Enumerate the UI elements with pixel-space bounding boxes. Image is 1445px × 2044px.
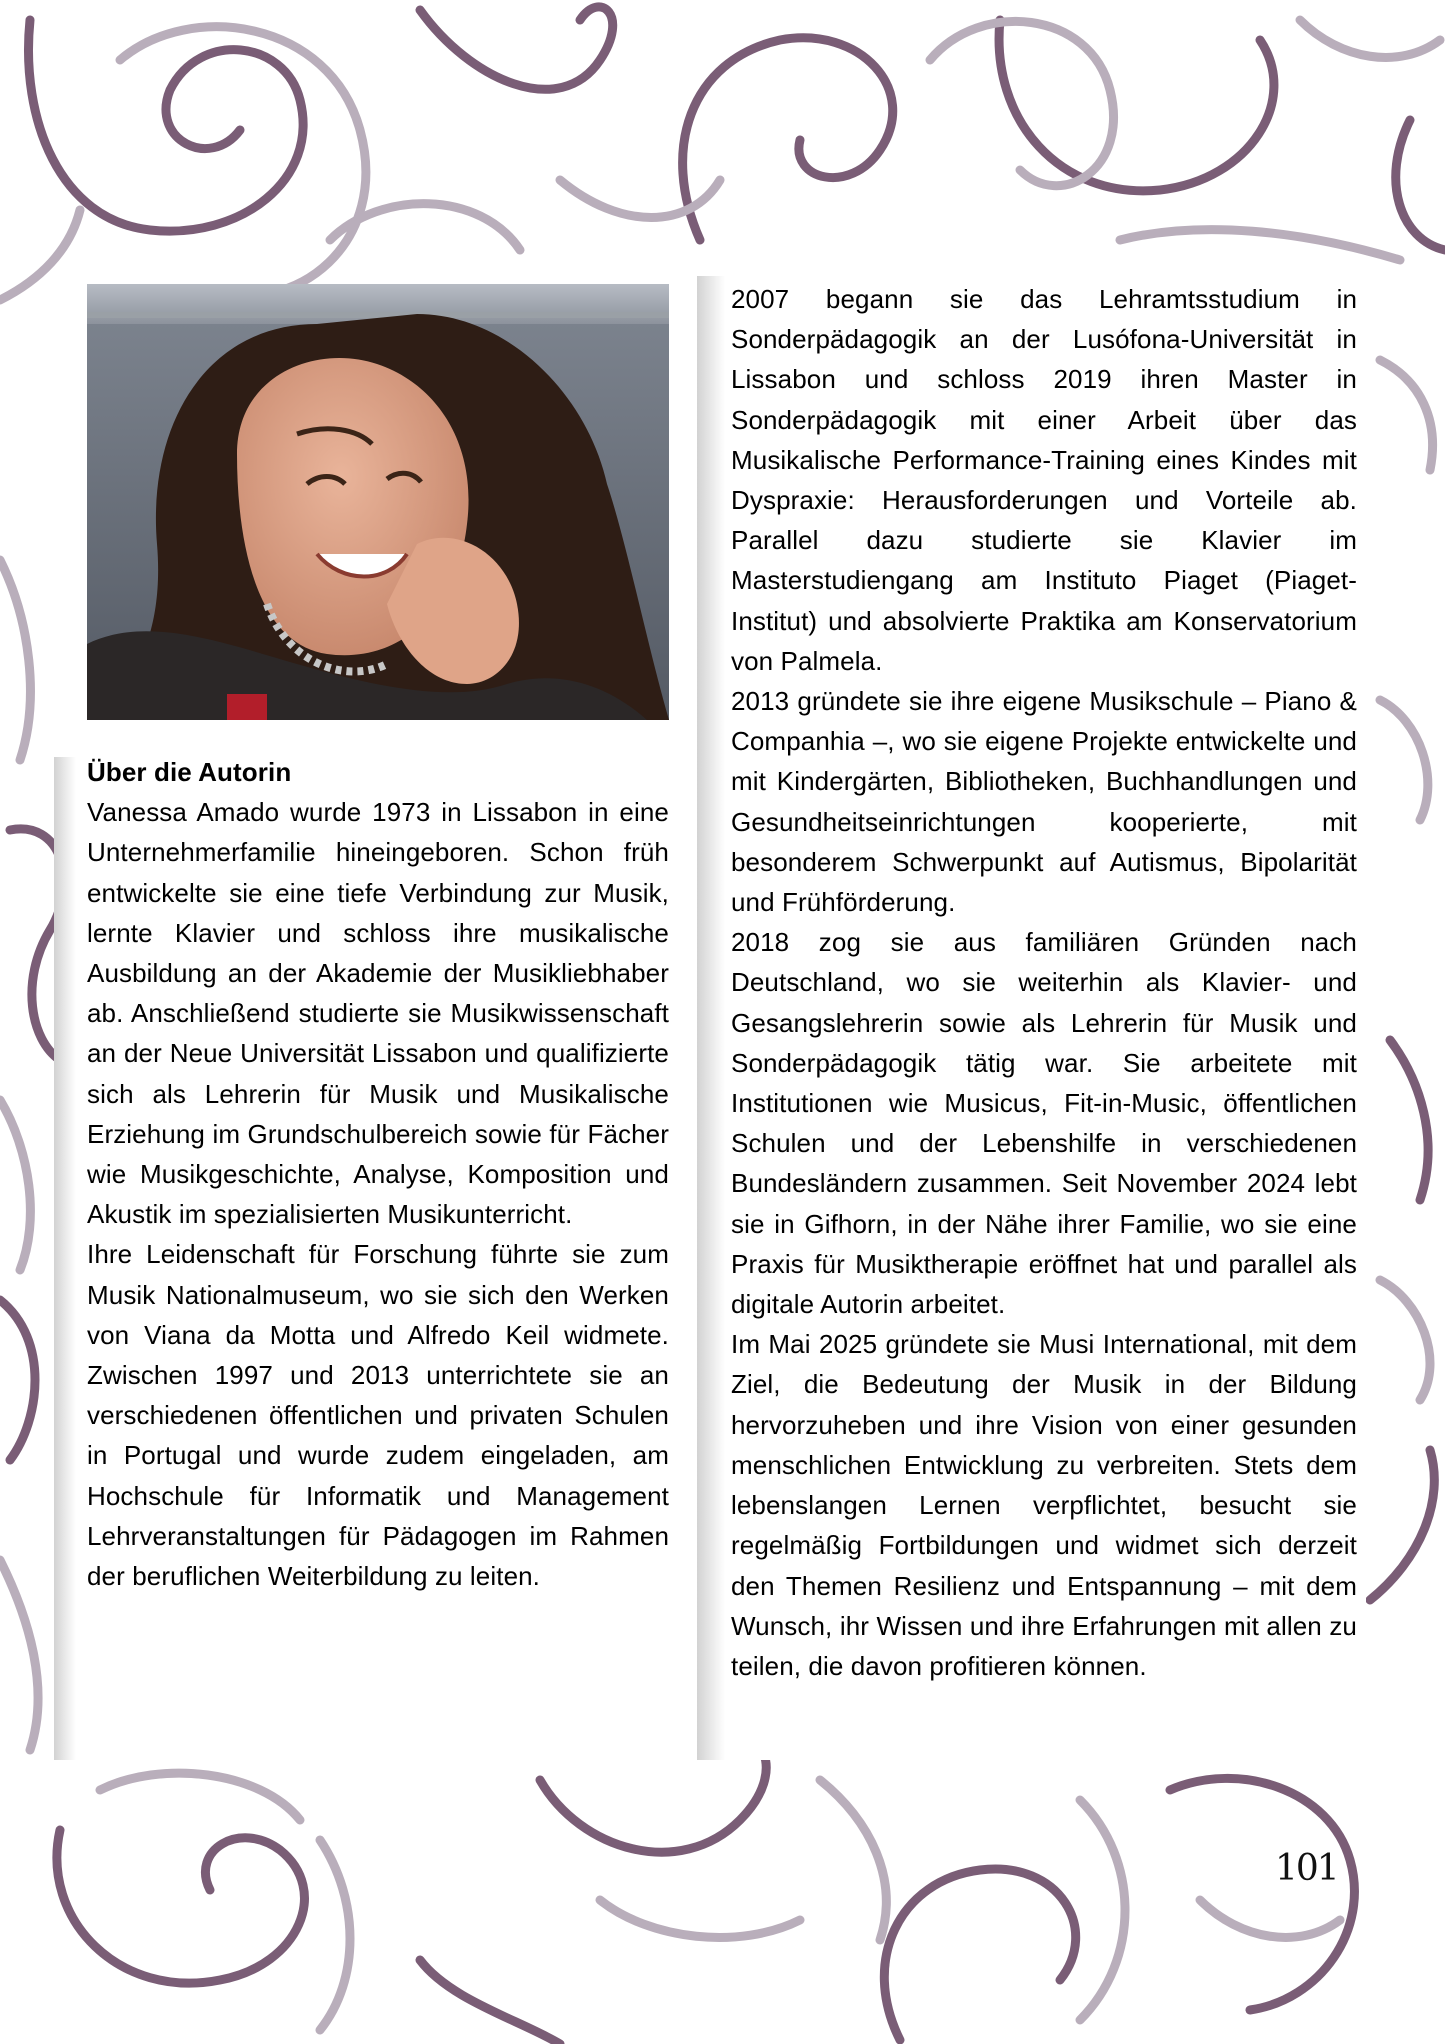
bio-paragraph-2: Ihre Leidenschaft für Forschung führte sie zum Musik Nationalmuseum, wo sie sich den Werken von Viana da Motta und Alfredo Keil widmete. Zwischen 1997 und 2013 unterrichtete sie an verschiedenen öffentlichen und privaten Schulen in Portugal und wurde zudem eingeladen, am Hochschule für Informatik und Management Lehrveranstaltungen für Pädagogen im Rahmen der beruflichen Weiterbildung zu leiten.: [87, 1239, 669, 1592]
bio-paragraph-3: 2007 begann sie das Lehramtsstudium in Sonderpädagogik an der Lusófona-Universität in Lissabon und schloss 2019 ihren Master in Sonderpädagogik mit einer Arbeit über das Musikalische Performance-Training eines Kindes mit Dyspraxie: Herausforderungen und Vorteile ab. Parallel dazu studierte sie Klavier im Masterstudiengang am Instituto Piaget (Piaget-Institut) und absolvierte Praktika am Konservatorium von Palmela.: [731, 284, 1357, 676]
page-number: 101: [1275, 1848, 1338, 1889]
bio-paragraph-5: 2018 zog sie aus familiären Gründen nach Deutschland, wo sie weiterhin als Klavier- und Gesangslehrerin sowie als Lehrerin für Musik und Sonderpädagogik tätig war. Sie arbeitete mit Institutionen wie Musicus, Fit-in-Music, öffentlichen Schulen und der Lebenshilfe in verschiedenen Bundesländern zusammen. Seit November 2024 lebt sie in Gifhorn, in der Nähe ihrer Familie, wo sie eine Praxis für Musiktherapie eröffnet hat und parallel als digitale Autorin arbeitet.: [731, 927, 1357, 1320]
section-heading: Über die Autorin: [87, 757, 292, 787]
author-bio-right-column: [731, 279, 1357, 1686]
author-bio-left-column: [87, 752, 669, 1596]
author-photo: [87, 284, 669, 720]
bio-paragraph-4: 2013 gründete sie ihre eigene Musikschule – Piano & Companhia –, wo sie eigene Projekte entwickelte und mit Kindergärten, Bibliotheken, Buchhandlungen und Gesundheitseinrichtungen kooperierte, mit besonderem Schwerpunkt auf Autismus, Bipolarität und Frühförderung.: [731, 686, 1357, 918]
bio-paragraph-1: Vanessa Amado wurde 1973 in Lissabon in eine Unternehmerfamilie hineingeboren. Schon früh entwickelte sie eine tiefe Verbindung zur Musik, lernte Klavier und schloss ihre musikalische Ausbildung an der Akademie der Musikliebhaber ab. Anschließend studierte sie Musikwissenschaft an der Neue Universität Lissabon und qualifizierte sich als Lehrerin für Musik und Musikalische Erziehung im Grundschulbereich sowie für Fächer wie Musikgeschichte, Analyse, Komposition und Akustik im spezialisierten Musikunterricht.: [87, 797, 669, 1230]
bio-paragraph-6: Im Mai 2025 gründete sie Musi International, mit dem Ziel, die Bedeutung der Musik in der Bildung hervorzuheben und ihre Vision von einer gesunden menschlichen Entwicklung zu verbreiten. Stets dem lebenslangen Lernen verpflichtet, besucht sie regelmäßig Fortbildungen und widmet sich derzeit den Themen Resilienz und Entspannung – mit dem Wunsch, ihr Wissen und ihre Erfahrungen mit allen zu teilen, die davon profitieren können.: [731, 1329, 1357, 1681]
